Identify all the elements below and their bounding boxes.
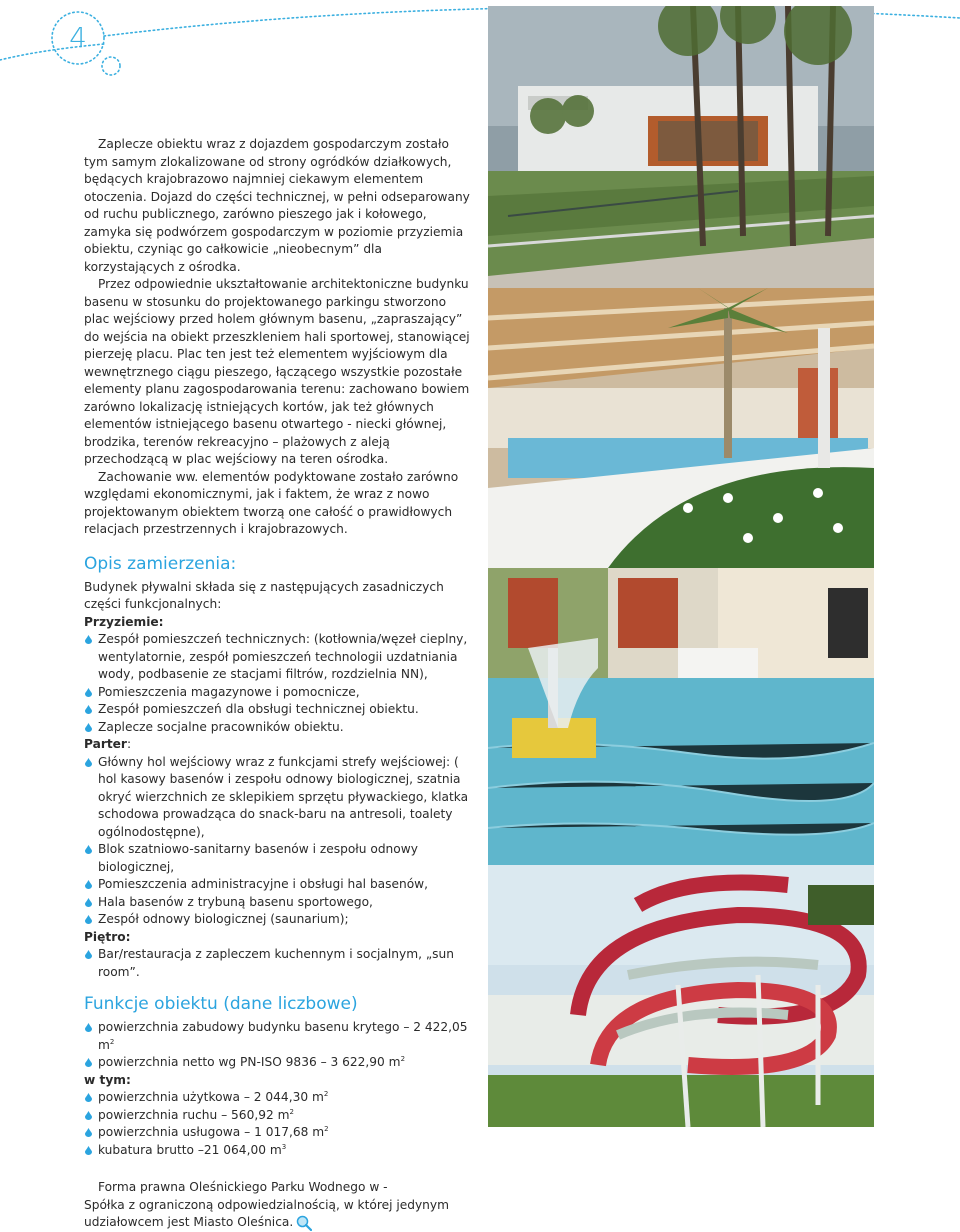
parter-list [84, 754, 472, 929]
drop-bullet-icon [85, 845, 92, 854]
drop-bullet-icon [85, 1093, 92, 1102]
drop-bullet-icon [85, 898, 92, 907]
list-item: Główny hol wejściowy wraz z funkcjami strefy wejściowej: ( hol kasowy basenów i zespołu odnowy biologicznej, szatnia okryć wierzchnich ze sklepikiem sprzętu pływackiego, klatka schodowa prowadząca do snack-baru na antresoli, toalety ogólnodostępne), [84, 754, 472, 842]
drop-bullet-icon [85, 758, 92, 767]
drop-bullet-icon [85, 915, 92, 924]
parter-label-line: Parter: [84, 737, 132, 751]
drop-bullet-icon [85, 635, 92, 644]
opis-intro: Budynek pływalni składa się z następujących zasadniczych części funkcjonalnych: [84, 579, 444, 611]
text-column [84, 136, 472, 1232]
drop-bullet-icon [85, 950, 92, 959]
drop-bullet-icon [85, 1146, 92, 1155]
list-item: Zaplecze socjalne pracowników obiektu. [84, 719, 472, 737]
przyziemie-list [84, 631, 472, 736]
photo-building-exterior [488, 6, 874, 288]
intro-paragraph-1: Zaplecze obiektu wraz z dojazdem gospodarczym zostało tym samym zlokalizowane od strony ogródków działkowych, będących krajobrazowo najmniej ciekawym elementem otoczenia. Dojazd do części technicznej, w pełni odseparowany od ruchu publicznego, zarówno pieszego jak i kołowego, zamyka się podwórzem gospodarczym w poziomie przyziemia obiektu, czyniąc go całkowicie „nieobecnym” dla korzystających z ośrodka. [84, 137, 470, 274]
intro-paragraph-3: Zachowanie ww. elementów podyktowane zostało zarówno względami ekonomicznymi, jak i faktem, że wraz z nowo projektowanym obiektem tworzą one całość o prawidłowych relacjach przestrzennych i krajobrazowych. [84, 469, 459, 536]
list-item: powierzchnia użytkowa – 2 044,30 $m^2$ [84, 1089, 472, 1107]
list-item: Blok szatniowo-sanitarny basenów i zespołu odnowy biologicznej, [84, 841, 472, 876]
funkcje-list-a [84, 1019, 472, 1072]
list-item: Zespół odnowy biologicznej (saunarium); [84, 911, 472, 929]
drop-bullet-icon [85, 688, 92, 697]
drop-bullet-icon [85, 880, 92, 889]
section-heading-funkcje: Funkcje obiektu (dane liczbowe) [84, 994, 358, 1014]
list-item: Bar/restauracja z zapleczem kuchennym i socjalnym, „sun room”. [84, 946, 472, 981]
list-item: powierzchnia usługowa – 1 017,68 $m^2$ [84, 1124, 472, 1142]
funkcje-list-b [84, 1089, 472, 1159]
list-item: powierzchnia zabudowy budynku basenu krytego – 2 422,05 $m^2$ [84, 1019, 472, 1054]
list-item: powierzchnia netto wg PN-ISO 9836 – 3 622,90 $m^2$ [84, 1054, 472, 1072]
w-tym-label: w tym: [84, 1072, 131, 1087]
footer-line-2: Spółka z ograniczoną odpowiedzialnością, w której jedynym udziałowcem jest Miasto Oleśnica. [84, 1197, 449, 1229]
list-item: kubatura brutto –21 064,00 $m^3$ [84, 1142, 472, 1160]
drop-bullet-icon [85, 1058, 92, 1067]
list-item: powierzchnia ruchu – 560,92 $m^2$ [84, 1107, 472, 1125]
magnifier-icon [296, 1215, 312, 1231]
drop-bullet-icon [85, 705, 92, 714]
list-item: Pomieszczenia administracyjne i obsługi hal basenów, [84, 876, 472, 894]
list-item: Zespół pomieszczeń technicznych: (kotłownia/węzeł cieplny, wentylatornie, zespół pomieszczeń technologii uzdatniania wody, podbasenie ze stacjami filtrów, rozdzielnia NN), [84, 631, 472, 684]
photo-pool-hall [488, 288, 874, 568]
parter-label: Parter [84, 737, 127, 751]
list-item: Hala basenów z trybuną basenu sportowego, [84, 894, 472, 912]
pietro-list [84, 946, 472, 981]
drop-bullet-icon [85, 723, 92, 732]
footer-note [84, 1179, 472, 1232]
drop-bullet-icon [85, 1023, 92, 1032]
drop-bullet-icon [85, 1128, 92, 1137]
photo-water-slide [488, 865, 874, 1127]
page-number: 4 [69, 21, 87, 54]
pietro-label: Piętro: [84, 929, 131, 944]
drop-bullet-icon [85, 1111, 92, 1120]
przyziemie-label: Przyziemie: [84, 614, 164, 629]
intro-paragraph-2: Przez odpowiednie ukształtowanie architektoniczne budynku basenu w stosunku do projektowanego parkingu stworzono plac wejściowy przed holem głównym basenu, „zapraszający” do wejścia na obiekt przeszkleniem hali sportowej, stanowiącej pierzeję placu. Plac ten jest też elementem wyjściowym dla wewnętrznego ciągu pieszego, łączącego wszystkie pozostałe elementy planu zagospodarowania terenu: zachowano bowiem zarówno lokalizację istniejących kortów, jak też głównych elementów istniejącego basenu otwartego - niecki głównej, brodzika, terenów rekreacyjno – plażowych z aleją przechodzącą w plac wejściowy na teren ośrodka. [84, 277, 470, 466]
photo-recreation-pool [488, 568, 874, 865]
list-item: Zespół pomieszczeń dla obsługi technicznej obiektu. [84, 701, 472, 719]
section-heading-opis: Opis zamierzenia: [84, 553, 237, 574]
footer-line-1: Forma prawna Oleśnickiego Parku Wodnego w - [98, 1180, 388, 1194]
list-item: Pomieszczenia magazynowe i pomocnicze, [84, 684, 472, 702]
